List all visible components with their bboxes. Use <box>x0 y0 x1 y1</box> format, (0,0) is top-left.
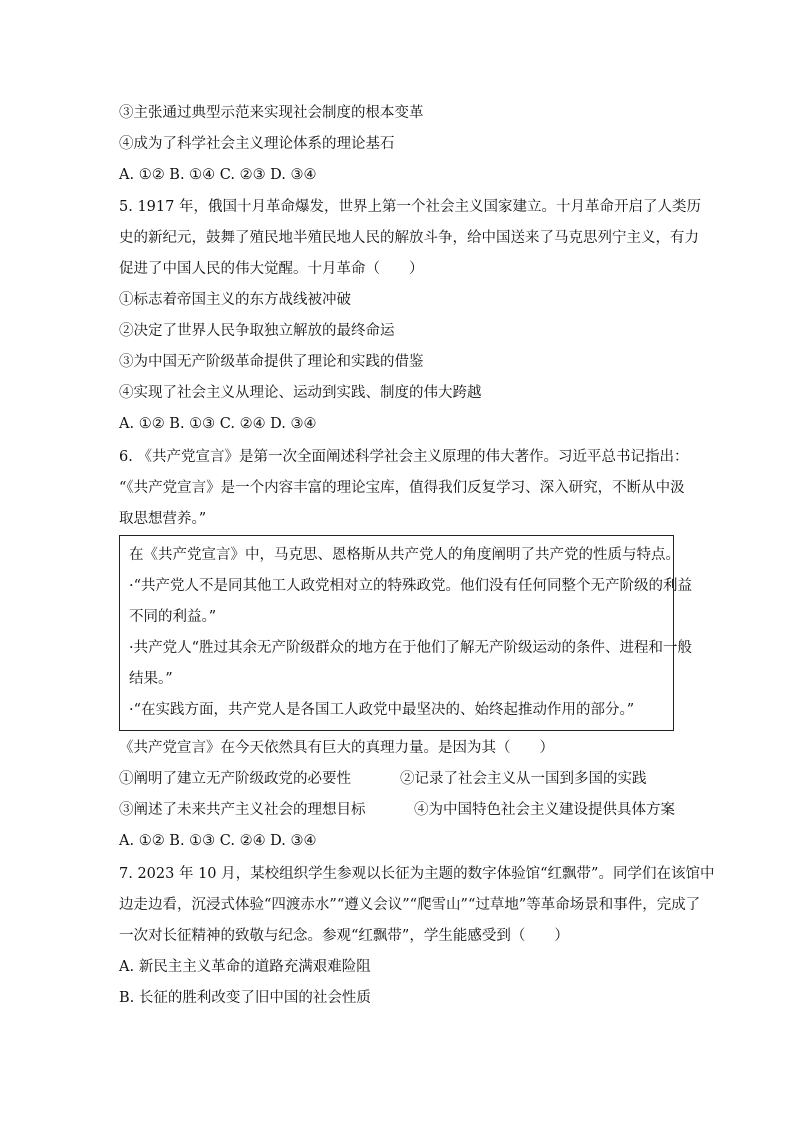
q5-stem-line-3: 促进了中国人民的伟大觉醒。十月革命（ ） <box>119 261 424 277</box>
q6-stem-line-1: 6. 《共产党宣言》是第一次全面阐述科学社会主义原理的伟大著作。习近平总书记指出： <box>119 449 689 465</box>
quote-line-5: 结果。” <box>129 671 173 687</box>
q5-choices: A. ①② B. ①③ C. ②④ D. ③④ <box>119 416 317 432</box>
q5-item-2: ②决定了世界人民争取独立解放的最终命运 <box>119 323 395 339</box>
quote-line-4: ·共产党人“胜过其余无产阶级群众的地方在于他们了解无产阶级运动的条件、进程和一般 <box>129 640 693 656</box>
q6-item-2: ②记录了社会主义从一国到多国的实践 <box>400 771 647 787</box>
q6-item-4: ④为中国特色社会主义建设提供具体方案 <box>414 802 675 818</box>
q5-item-3: ③为中国无产阶级革命提供了理论和实践的借鉴 <box>119 354 424 370</box>
quote-box <box>119 535 693 731</box>
quote-line-1: 在《共产党宣言》中，马克思、恩格斯从共产党人的角度阐明了共产党的性质与特点。 <box>129 547 680 563</box>
q7-option-a: A. 新民主主义革命的道路充满艰难险阻 <box>119 959 371 975</box>
prev-item-4: ④成为了科学社会主义理论体系的理论基石 <box>119 136 395 152</box>
q7-option-b: B. 长征的胜利改变了旧中国的社会性质 <box>119 990 371 1006</box>
q7-stem-line-1: 7. 2023 年 10 月，某校组织学生参观以长征为主题的数字体验馆“红飘带”。同学们在该馆中 <box>119 866 715 882</box>
q5-stem-line-2: 史的新纪元，鼓舞了殖民地半殖民地人民的解放斗争，给中国送来了马克思列宁主义，有力 <box>119 230 699 246</box>
q5-item-1: ①标志着帝国主义的东方战线被冲破 <box>119 292 351 308</box>
prev-item-3: ③主张通过典型示范来实现社会制度的根本变革 <box>119 105 424 121</box>
q5-stem-line-1: 5. 1917 年，俄国十月革命爆发，世界上第一个社会主义国家建立。十月革命开启了人类历 <box>119 199 701 215</box>
q6-item-1: ①阐明了建立无产阶级政党的必要性 <box>119 771 351 787</box>
quote-line-2: ·“共产党人不是同其他工人政党相对立的特殊政党。他们没有任何同整个无产阶级的利益 <box>129 578 693 594</box>
q7-stem-line-3: 一次对长征精神的致敬与纪念。参观“红飘带”，学生能感受到（ ） <box>119 928 569 944</box>
q6-stem-line-3: 取思想营养。” <box>119 511 207 527</box>
q5-item-4: ④实现了社会主义从理论、运动到实践、制度的伟大跨越 <box>119 385 482 401</box>
quote-line-6: ·“在实践方面，共产党人是各国工人政党中最坚决的、始终起推动作用的部分。” <box>129 702 635 718</box>
quote-line-3: 不同的利益。” <box>129 609 217 625</box>
q6-after-box: 《共产党宣言》在今天依然具有巨大的真理力量。是因为其（ ） <box>119 740 554 756</box>
q6-stem-line-2: “《共产党宣言》是一个内容丰富的理论宝库，值得我们反复学习、深入研究，不断从中汲 <box>119 480 685 496</box>
q7-stem-line-2: 边走边看，沉浸式体验“四渡赤水”“遵义会议”“爬雪山”“过草地”等革命场景和事件，完成了 <box>119 897 701 913</box>
prev-choices: A. ①② B. ①④ C. ②③ D. ③④ <box>119 167 317 183</box>
q6-item-3: ③阐述了未来共产主义社会的理想目标 <box>119 802 366 818</box>
q6-choices: A. ①② B. ①③ C. ②④ D. ③④ <box>119 833 317 849</box>
